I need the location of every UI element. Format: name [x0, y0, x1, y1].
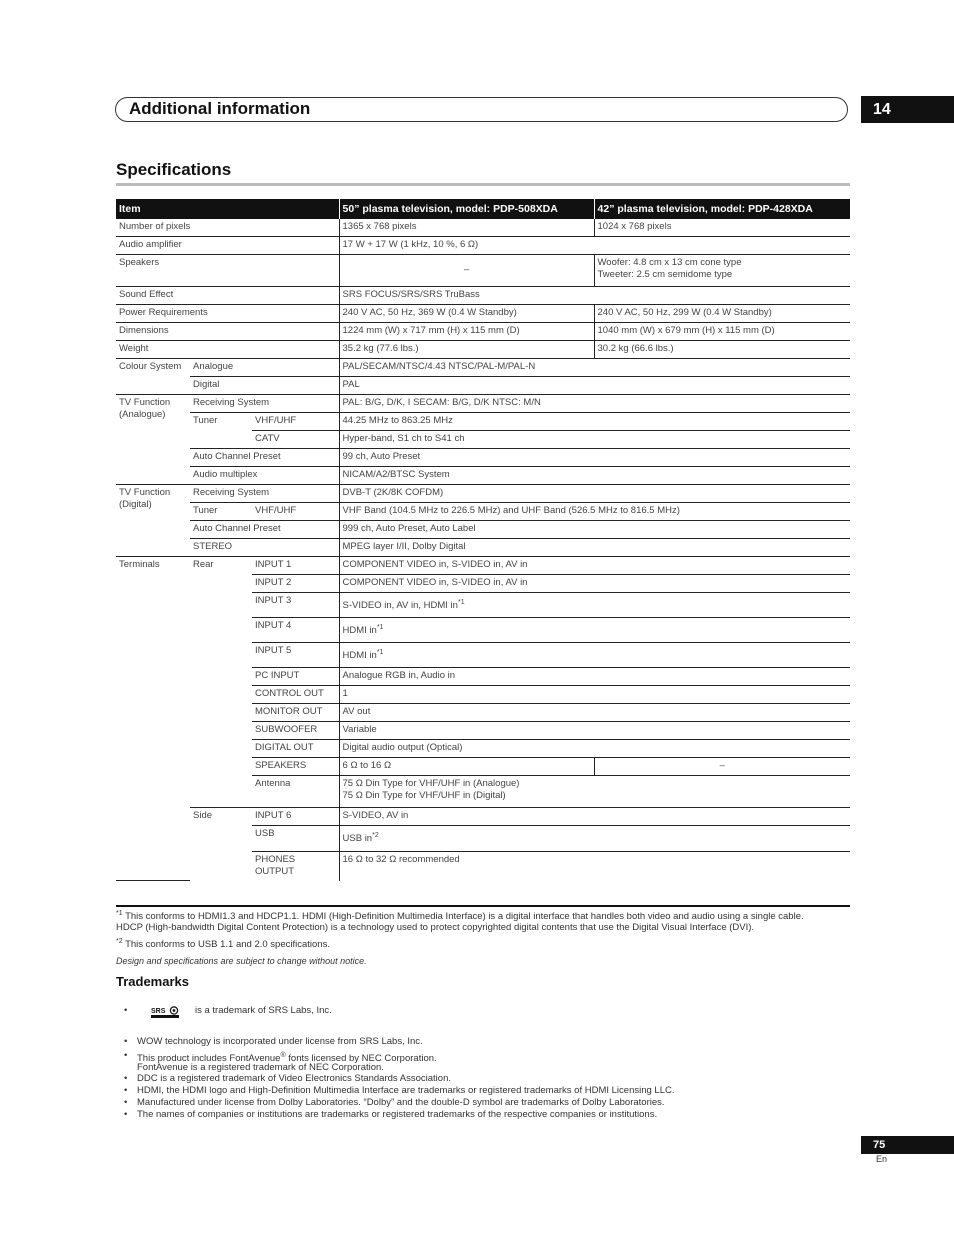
sub-label: INPUT 5: [252, 643, 339, 668]
footnote-mark: *2: [116, 938, 123, 945]
trademarks-title: Trademarks: [116, 974, 189, 989]
table-row: [116, 808, 850, 826]
cell-text: USB in: [342, 833, 373, 845]
sub-label: PC INPUT: [252, 668, 339, 686]
row-label: Number of pixels: [116, 219, 339, 237]
cell-value: –: [594, 758, 850, 776]
table-row: [116, 557, 850, 575]
cell-value: MPEG layer I/II, Dolby Digital: [339, 539, 850, 557]
trademark-item-cont: FontAvenue is a registered trademark of NEC Corporation.: [137, 1062, 384, 1073]
trademark-text: This product includes FontAvenue: [137, 1053, 281, 1065]
bullet: •: [124, 1109, 128, 1120]
sub-label: Digital: [190, 377, 339, 395]
cell-value: 1040 mm (W) x 679 mm (H) x 115 mm (D): [594, 323, 850, 341]
cell-line: Tweeter: 2.5 cm semidome type: [597, 269, 733, 280]
cell-value: Hyper-band, S1 ch to S41 ch: [339, 431, 850, 449]
cell-value: 240 V AC, 50 Hz, 299 W (0.4 W Standby): [594, 305, 850, 323]
footnote-text: This conforms to USB 1.1 and 2.0 specifications.: [125, 939, 330, 951]
sub-label: Antenna: [252, 776, 339, 808]
cell-value: S-VIDEO, AV in: [339, 808, 850, 826]
table-row: [116, 485, 850, 503]
registered-mark: ®: [280, 1052, 286, 1059]
cell-value: 6 Ω to 16 Ω: [339, 758, 594, 776]
cell-value: COMPONENT VIDEO in, S-VIDEO in, AV in: [339, 575, 850, 593]
table-row: [116, 413, 850, 431]
srs-logo-icon: [147, 1004, 183, 1020]
footnote-ref: *1: [376, 649, 384, 657]
sub-label: INPUT 2: [252, 575, 339, 593]
sub-label: MONITOR OUT: [252, 704, 339, 722]
trademark-text: fonts licensed by NEC Corporation.: [285, 1053, 437, 1065]
cell-value: SRS FOCUS/SRS/SRS TruBass: [339, 287, 850, 305]
footnote-1: [116, 908, 856, 923]
trademark-item: WOW technology is incorporated under license from SRS Labs, Inc.: [137, 1036, 423, 1047]
trademark-item: Manufactured under license from Dolby Laboratories. “Dolby” and the double-D symbol are trademarks of Dolby Laboratories.: [137, 1097, 665, 1108]
cell-value: Variable: [339, 722, 850, 740]
sub-label: Side: [193, 810, 213, 822]
bullet: •: [124, 1097, 128, 1108]
sub-label: Rear: [190, 557, 252, 808]
footnote-ref: *1: [376, 624, 384, 632]
sub-label: SUBWOOFER: [252, 722, 339, 740]
row-label-line: TV Function: [119, 487, 171, 498]
sub-label: Auto Channel Preset: [190, 449, 339, 467]
cell-value: 999 ch, Auto Preset, Auto Label: [339, 521, 850, 539]
footnote-mark: *1: [116, 910, 123, 917]
section-divider: [116, 183, 850, 186]
sub-label: USB: [252, 826, 339, 851]
cell-value: 1224 mm (W) x 717 mm (H) x 115 mm (D): [339, 323, 594, 341]
cell-value: [339, 643, 850, 668]
table-row: [116, 377, 850, 395]
footnote-ref: *2: [372, 832, 379, 840]
row-label: Dimensions: [116, 323, 339, 341]
bullet: •: [124, 1005, 128, 1016]
row-label: Colour System: [116, 359, 190, 395]
cell-value: 44.25 MHz to 863.25 MHz: [339, 413, 850, 431]
table-row: [116, 359, 850, 377]
cell-text: S-VIDEO in, AV in, HDMI in: [342, 600, 458, 612]
cell-value: 16 Ω to 32 Ω recommended: [339, 851, 850, 881]
bullet: •: [124, 1073, 128, 1084]
row-label-line: (Digital): [119, 499, 152, 510]
table-row: [116, 255, 850, 287]
bullet: •: [124, 1050, 128, 1061]
cell-value: 1: [339, 686, 850, 704]
header-model-50: 50” plasma television, model: PDP-508XDA: [339, 199, 594, 219]
footnote-2: [116, 936, 856, 951]
cell-value: PAL: B/G, D/K, I SECAM: B/G, D/K NTSC: M/N: [339, 395, 850, 413]
table-row: [116, 287, 850, 305]
row-label: Weight: [116, 341, 339, 359]
sub-label: Analogue: [190, 359, 339, 377]
disclaimer-note: Design and specifications are subject to change without notice.: [116, 956, 367, 966]
cell-value: 1365 x 768 pixels: [339, 219, 594, 237]
footnote-1-cont: HDCP (High-bandwidth Digital Content Protection) is a technology used to protect copyrighted digital contents that use the Digital Visual Interface (DVI).: [116, 922, 755, 933]
chapter-number: 14: [861, 96, 954, 123]
row-label: Sound Effect: [116, 287, 339, 305]
row-label: Audio amplifier: [116, 237, 339, 255]
table-row: [116, 467, 850, 485]
cell-value: NICAM/A2/BTSC System: [339, 467, 850, 485]
cell-line: 75 Ω Din Type for VHF/UHF in (Digital): [342, 790, 506, 802]
table-row: [116, 539, 850, 557]
cell-value: COMPONENT VIDEO in, S-VIDEO in, AV in: [339, 557, 850, 575]
sub-label: INPUT 6: [252, 808, 339, 826]
cell-text: HDMI in: [342, 625, 377, 637]
sub-label: Receiving System: [190, 395, 339, 413]
cell-value: Digital audio output (Optical): [339, 740, 850, 758]
cell-value: [339, 826, 850, 851]
row-label: Terminals: [116, 557, 190, 881]
table-header-row: [116, 199, 850, 219]
cell-text: HDMI in: [342, 650, 377, 662]
svg-text:SRS: SRS: [151, 1008, 166, 1015]
row-label-line: (Analogue): [119, 409, 166, 420]
trademark-item: HDMI, the HDMI logo and High-Definition Multimedia Interface are trademarks or registered trademarks of HDMI Licensing LLC.: [137, 1085, 675, 1096]
cell-value: 240 V AC, 50 Hz, 369 W (0.4 W Standby): [339, 305, 594, 323]
table-row: [116, 219, 850, 237]
cell-value: PAL/SECAM/NTSC/4.43 NTSC/PAL-M/PAL-N: [339, 359, 850, 377]
table-row: [116, 341, 850, 359]
table-bottom-rule: [116, 905, 850, 907]
footnote-text: This conforms to HDMI1.3 and HDCP1.1. HDMI (High-Definition Multimedia Interface) is a digital interface that handles both video and audio using a single cable.: [125, 911, 804, 923]
cell-value: [339, 776, 850, 808]
sub-label: INPUT 3: [252, 593, 339, 618]
trademark-item: DDC is a registered trademark of Video Electronics Standards Association.: [137, 1073, 452, 1084]
sub-label: Audio multiplex: [190, 467, 339, 485]
sub-label: INPUT 1: [252, 557, 339, 575]
cell-value: –: [339, 255, 594, 287]
cell-value: [339, 618, 850, 643]
header-title: Additional information: [129, 99, 311, 118]
sub-label: DIGITAL OUT: [252, 740, 339, 758]
page-language: En: [876, 1154, 888, 1164]
row-label: [116, 485, 190, 557]
sub-label: Tuner: [190, 503, 252, 521]
row-label-line: TV Function: [119, 397, 171, 408]
table-row: [116, 449, 850, 467]
page-number: 75: [861, 1136, 954, 1154]
sub-label: STEREO: [190, 539, 339, 557]
header-item: Item: [116, 199, 339, 219]
sub-label: PHONES OUTPUT: [255, 853, 296, 877]
bullet: •: [124, 1036, 128, 1047]
cell-value: VHF Band (104.5 MHz to 226.5 MHz) and UHF Band (526.5 MHz to 816.5 MHz): [339, 503, 850, 521]
table-row: [116, 323, 850, 341]
sub-label: Tuner: [190, 413, 252, 449]
cell-value: 30.2 kg (66.6 lbs.): [594, 341, 850, 359]
sub-label: INPUT 4: [252, 618, 339, 643]
cell-value: 17 W + 17 W (1 kHz, 10 %, 6 Ω): [339, 237, 850, 255]
cell-value: 1024 x 768 pixels: [594, 219, 850, 237]
cell-value: PAL: [339, 377, 850, 395]
bullet: •: [124, 1085, 128, 1096]
srs-trademark-text: is a trademark of SRS Labs, Inc.: [195, 1005, 332, 1016]
cell-value: Analogue RGB in, Audio in: [339, 668, 850, 686]
cell-line: Woofer: 4.8 cm x 13 cm cone type: [597, 257, 742, 268]
sub-label: Receiving System: [190, 485, 339, 503]
cell-value: [339, 593, 850, 618]
table-row: [116, 503, 850, 521]
table-row: [116, 395, 850, 413]
table-row: [116, 521, 850, 539]
cell-line: 75 Ω Din Type for VHF/UHF in (Analogue): [342, 778, 520, 790]
row-label: Speakers: [116, 255, 339, 287]
cell-value: AV out: [339, 704, 850, 722]
sub-label: Auto Channel Preset: [190, 521, 339, 539]
row-label: Power Requirements: [116, 305, 339, 323]
cell-value: 99 ch, Auto Preset: [339, 449, 850, 467]
sub-label: VHF/UHF: [252, 503, 339, 521]
footnote-ref: *1: [457, 599, 465, 606]
sub-label: CATV: [252, 431, 339, 449]
trademark-item: The names of companies or institutions are trademarks or registered trademarks of the respective companies or institutions.: [137, 1109, 658, 1120]
header-model-42: 42” plasma television, model: PDP-428XDA: [594, 199, 850, 219]
cell-value: [594, 255, 850, 287]
row-label: [116, 395, 190, 485]
cell-value: DVB-T (2K/8K COFDM): [339, 485, 850, 503]
sub-label: CONTROL OUT: [252, 686, 339, 704]
section-title: Specifications: [116, 160, 232, 179]
specifications-table: [116, 199, 850, 881]
table-row: [116, 237, 850, 255]
sub-label: VHF/UHF: [252, 413, 339, 431]
cell-value: 35.2 kg (77.6 lbs.): [339, 341, 594, 359]
sub-label: SPEAKERS: [252, 758, 339, 776]
table-row: [116, 305, 850, 323]
